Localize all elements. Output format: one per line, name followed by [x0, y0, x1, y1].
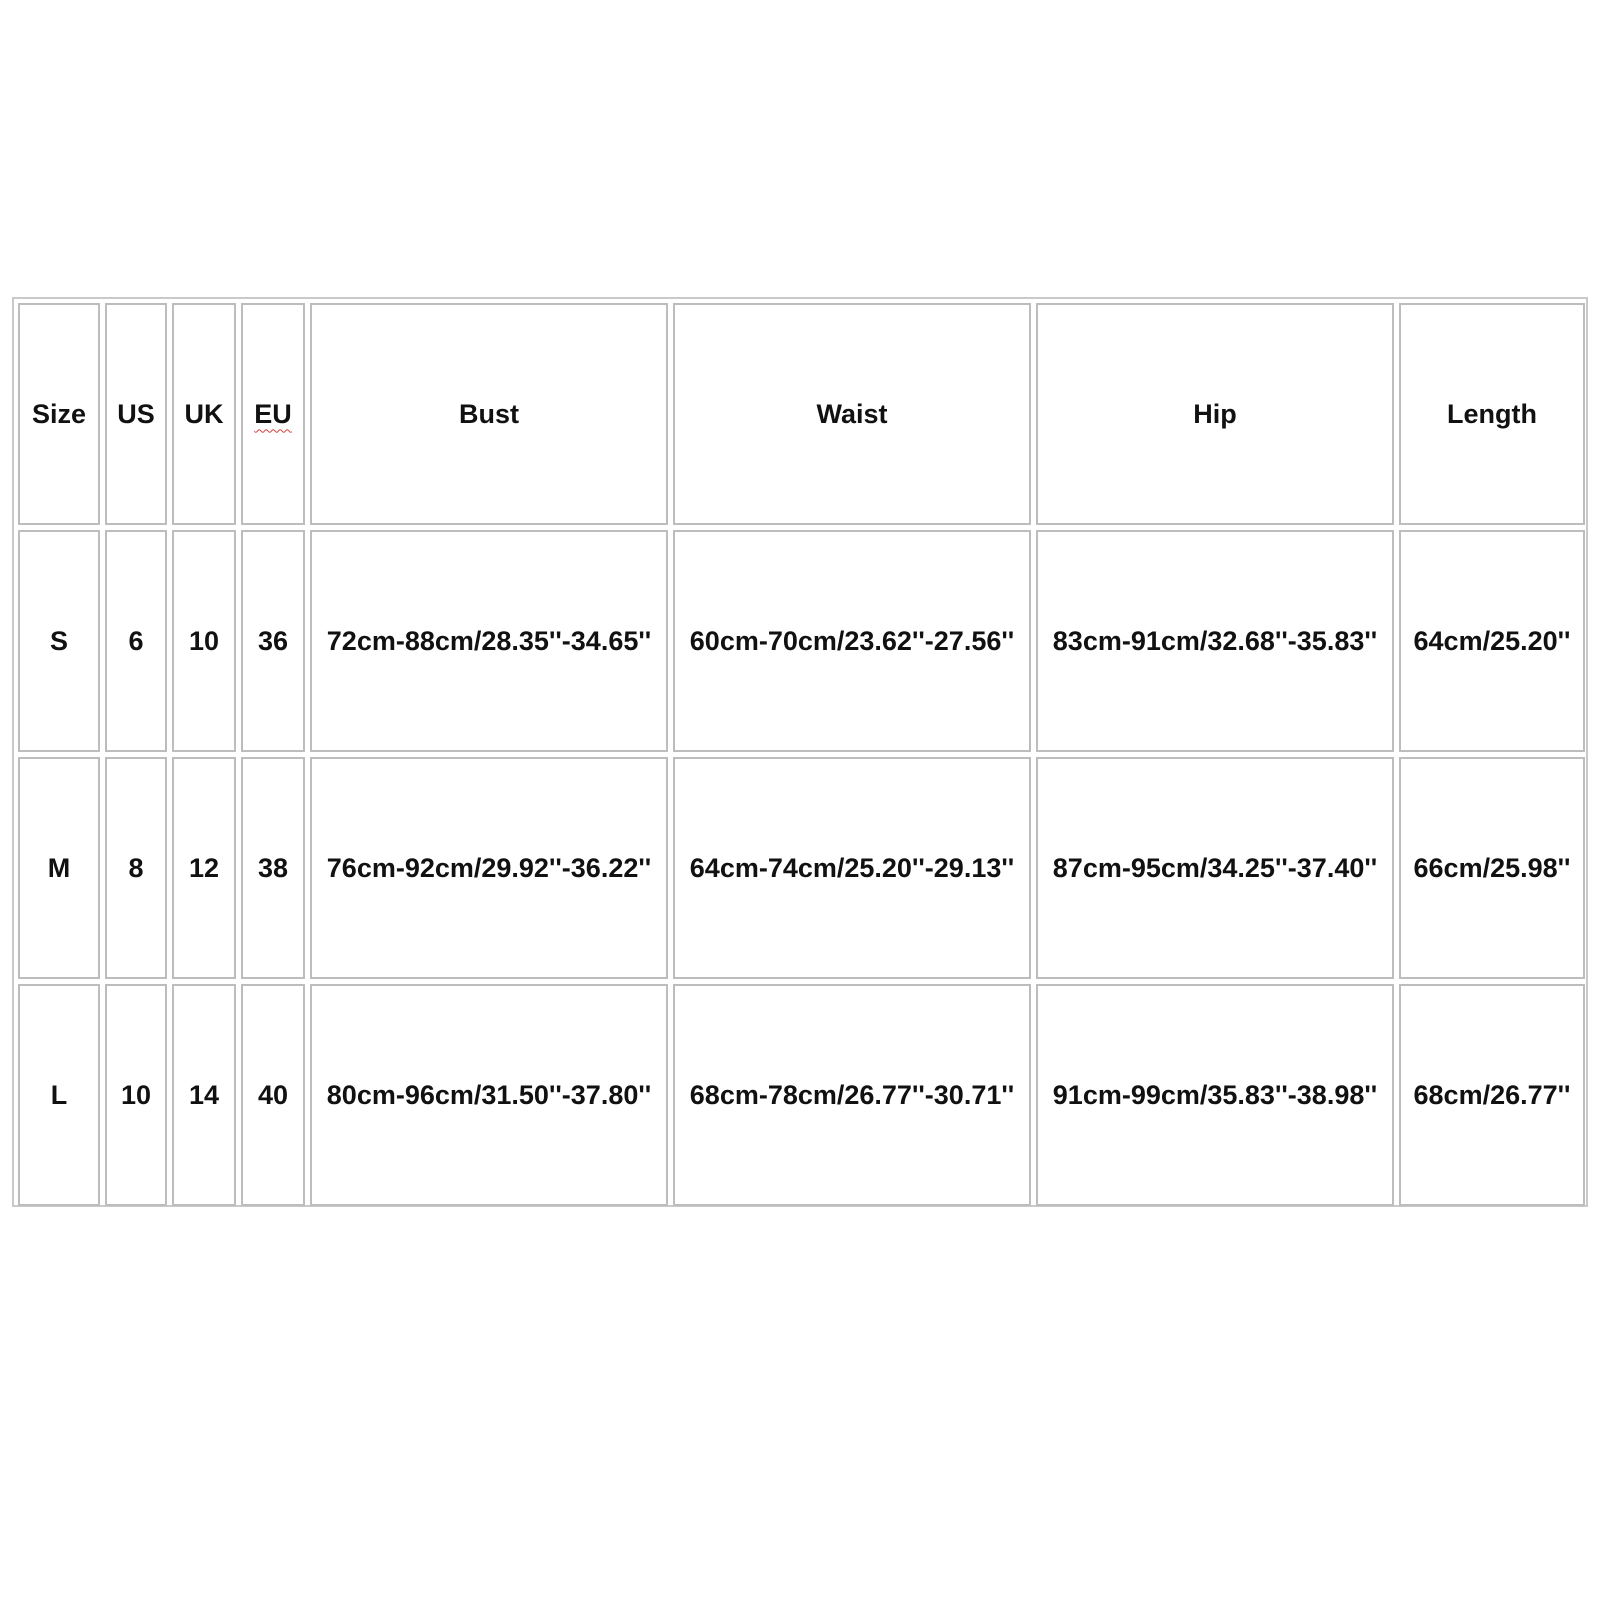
header-waist: Waist: [673, 303, 1031, 525]
bust-cell: 72cm-88cm/28.35''-34.65'': [310, 530, 668, 752]
hip-cell: 91cm-99cm/35.83''-38.98'': [1036, 984, 1394, 1206]
eu-cell: 38: [241, 757, 305, 979]
bust-cell: 80cm-96cm/31.50''-37.80'': [310, 984, 668, 1206]
length-cell: 66cm/25.98'': [1399, 757, 1585, 979]
eu-cell: 40: [241, 984, 305, 1206]
uk-cell: 14: [172, 984, 236, 1206]
header-row: [18, 303, 1585, 525]
waist-cell: 60cm-70cm/23.62''-27.56'': [673, 530, 1031, 752]
bust-cell: 76cm-92cm/29.92''-36.22'': [310, 757, 668, 979]
hip-cell: 83cm-91cm/32.68''-35.83'': [1036, 530, 1394, 752]
table-row: [18, 757, 1585, 979]
size-chart-table: [13, 298, 1590, 1211]
us-cell: 8: [105, 757, 167, 979]
header-uk: UK: [172, 303, 236, 525]
size-chart-frame: [12, 297, 1588, 1207]
size-cell: S: [18, 530, 100, 752]
header-eu: EU: [254, 398, 292, 429]
header-bust: Bust: [310, 303, 668, 525]
size-cell: L: [18, 984, 100, 1206]
us-cell: 6: [105, 530, 167, 752]
table-row: [18, 530, 1585, 752]
waist-cell: 68cm-78cm/26.77''-30.71'': [673, 984, 1031, 1206]
hip-cell: 87cm-95cm/34.25''-37.40'': [1036, 757, 1394, 979]
uk-cell: 10: [172, 530, 236, 752]
header-size: Size: [18, 303, 100, 525]
length-cell: 64cm/25.20'': [1399, 530, 1585, 752]
size-cell: M: [18, 757, 100, 979]
waist-cell: 64cm-74cm/25.20''-29.13'': [673, 757, 1031, 979]
header-us: US: [105, 303, 167, 525]
header-eu-cell: [241, 303, 305, 525]
header-hip: Hip: [1036, 303, 1394, 525]
eu-cell: 36: [241, 530, 305, 752]
header-length: Length: [1399, 303, 1585, 525]
uk-cell: 12: [172, 757, 236, 979]
table-row: [18, 984, 1585, 1206]
length-cell: 68cm/26.77'': [1399, 984, 1585, 1206]
us-cell: 10: [105, 984, 167, 1206]
